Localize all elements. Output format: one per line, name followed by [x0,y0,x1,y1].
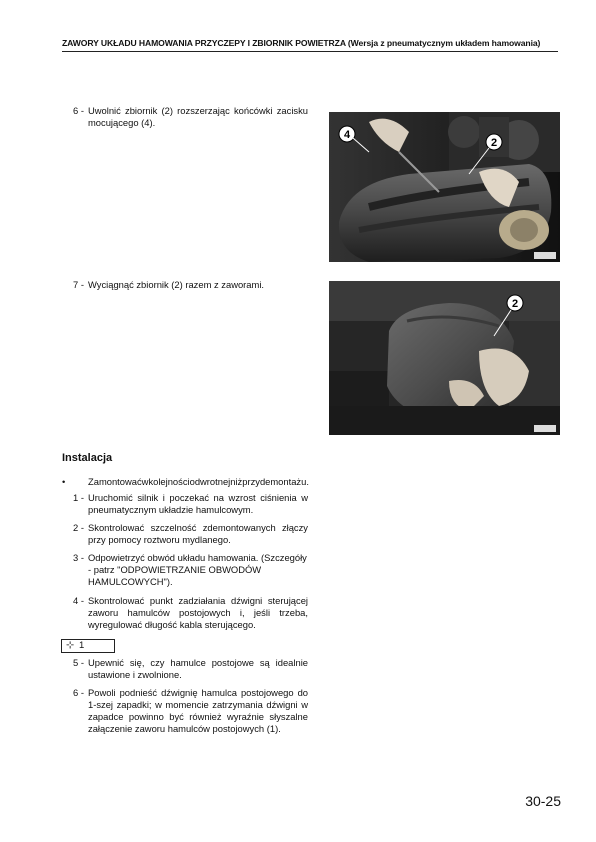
installation-step-1 [62,492,308,516]
removal-step-7 [62,279,308,293]
photo-tank-removal-illustration [329,281,560,435]
step-text: Upewnić się, czy hamulce postojowe są idealnie ustawione i zwolnione. [88,657,308,680]
step-text: Uwolnić zbiornik (2) rozszerzając końcówki zacisku mocującego (4). [88,105,308,128]
crosshair-icon: ⊹ [66,640,75,651]
photo-tank-removal [329,281,560,435]
step-number: 6 - [73,687,84,698]
step-text: Uruchomić silnik i poczekać na wzrost ciśnienia w pneumatycznym układzie hamulcowym. [88,492,308,515]
callout-2: 2 [511,298,519,310]
step-number: 6 - [73,105,84,116]
callout-4: 4 [343,129,351,141]
installation-step-2 [62,522,308,546]
step-text: Skontrolować punkt zadziałania dźwigni sterującej zaworu hamulców postojowych i, jeśli trzeba, wyregulować długość kabla sterującego. [88,595,308,630]
step-text: Wyciągnąć zbiornik (2) razem z zaworami. [88,279,265,290]
step-number: 4 - [73,595,84,606]
photo-tank-clamp-illustration [329,112,560,262]
installation-step-3 [62,552,308,588]
installation-step-4 [62,595,308,631]
photo-tank-clamp [329,112,560,262]
step-number: 2 - [73,522,84,533]
reference-marker [61,639,115,653]
reference-number: 1 [79,640,85,651]
header-subtitle: (Wersja z pneumatycznym układem hamowania) [347,38,541,48]
installation-title: Instalacja [62,452,113,464]
installation-step-6 [62,687,308,735]
step-number: 1 - [73,492,84,503]
removal-step-6 [62,105,308,135]
step-number: 3 - [73,552,84,563]
page-number: 30-25 [525,793,561,809]
bullet-mark: • [62,476,66,487]
step-text: Powoli podnieść dźwignię hamulca postojowego do 1-szej zapadki; w momencie zatrzymania dźwigni w zapadce powinno być również wyraźnie słyszalne załączenie zaworu hamulców postojowych (1). [88,687,308,734]
page-header [62,38,558,52]
step-text: Skontrolować szczelność zdemontowanych złączy przy pomocy roztworu mydlanego. [88,522,308,545]
step-text: Odpowietrzyć obwód układu hamowania. (Szczegóły - patrz "ODPOWIETRZANIE OBWODÓW HAMULCOWYCH"). [88,552,307,587]
step-number: 7 - [73,279,84,290]
header-title: ZAWORY UKŁADU HAMOWANIA PRZYCZEPY I ZBIORNIK POWIETRZA [62,38,346,48]
bullet-text: Zamontowaćwkolejnościodwrotnejniżprzydemontażu. [88,476,309,487]
callout-2: 2 [490,137,498,149]
step-number: 5 - [73,657,84,668]
installation-step-5 [62,657,308,681]
installation-bullet [62,476,308,490]
